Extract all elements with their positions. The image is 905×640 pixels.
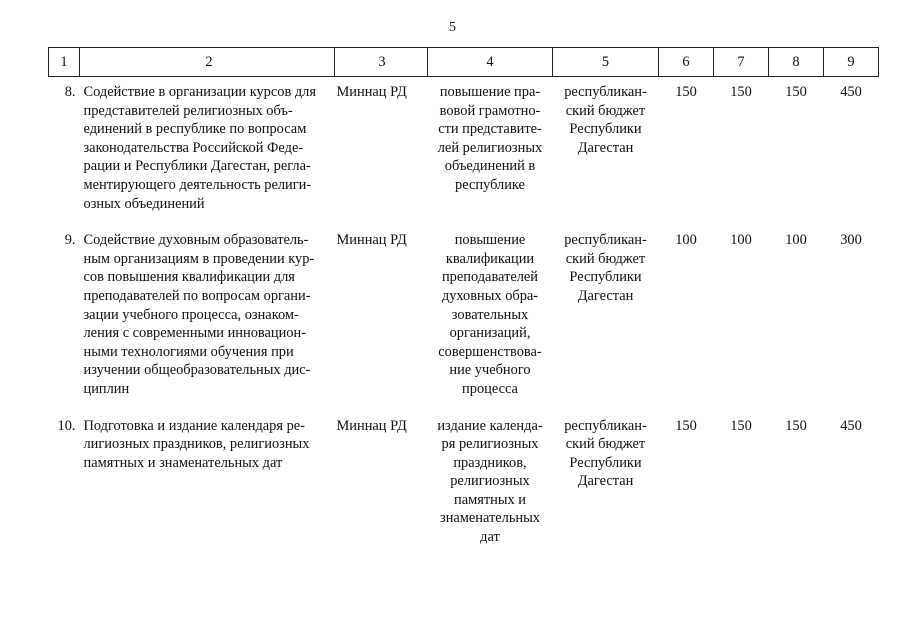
row-value-col9: 300 [840, 232, 862, 249]
row-result: издание календа- ря религиозных праздников, религиозных памятных и знаменательных дат [437, 417, 543, 546]
column-header: 9 [824, 48, 879, 77]
row-value-col8: 150 [785, 417, 807, 434]
table-header-row [49, 48, 879, 77]
program-table [48, 47, 879, 547]
row-result: повышение квалификации преподавателей духовных обра- зовательных организаций, совершенствова- ние учебного процесса [438, 232, 542, 397]
column-header: 2 [80, 48, 335, 77]
row-number: 9. [64, 232, 76, 249]
column-header: 8 [769, 48, 824, 77]
column-header: 6 [659, 48, 714, 77]
table-row [49, 77, 879, 214]
column-header: 1 [49, 48, 80, 77]
row-funding-source: республикан- ский бюджет Республики Дагестан [564, 232, 647, 304]
column-header: 3 [335, 48, 428, 77]
row-value-col9: 450 [840, 417, 862, 434]
row-result: повышение пра- вовой грамотно- сти представите- лей религиозных объединений в республике [437, 84, 543, 193]
table-row [49, 399, 879, 547]
page-number: 5 [449, 20, 456, 35]
column-header: 5 [553, 48, 659, 77]
row-number: 8. [64, 84, 76, 100]
row-value-col6: 150 [675, 84, 697, 100]
row-value-col6: 100 [675, 232, 697, 249]
row-executor: Миннац РД [336, 232, 407, 249]
row-funding-source: республикан- ский бюджет Республики Дагестан [564, 84, 647, 156]
column-header: 7 [714, 48, 769, 77]
row-value-col6: 150 [675, 417, 697, 434]
row-value-col8: 100 [785, 232, 807, 249]
row-executor: Миннац РД [336, 84, 407, 100]
row-value-col8: 150 [785, 84, 807, 100]
row-value-col7: 150 [730, 417, 752, 434]
table-row [49, 213, 879, 398]
row-number: 10. [57, 417, 76, 434]
row-description: Содействие духовным образователь- ным организациям в проведении кур- сов повышения квалификации для преподавателей по вопросам органи- зации учебного процесса, ознаком- ления с современными инновацион- ными технологиями обучения при изучении общеобразовательных дис- циплин [83, 232, 315, 397]
row-value-col7: 100 [730, 232, 752, 249]
row-description: Подготовка и издание календаря ре- лигиозных праздников, религиозных памятных и знаменательных дат [83, 417, 310, 471]
row-description: Содействие в организации курсов для представителей религиозных объ- единений в республике по вопросам законодательства Российской Феде- рации и Республики Дагестан, регла- ментирующего деятельность религи- озных объединений [83, 84, 316, 212]
row-funding-source: республикан- ский бюджет Республики Дагестан [564, 417, 647, 490]
row-executor: Миннац РД [336, 417, 407, 434]
column-header: 4 [428, 48, 553, 77]
row-value-col7: 150 [730, 84, 752, 100]
row-value-col9: 450 [840, 84, 862, 100]
